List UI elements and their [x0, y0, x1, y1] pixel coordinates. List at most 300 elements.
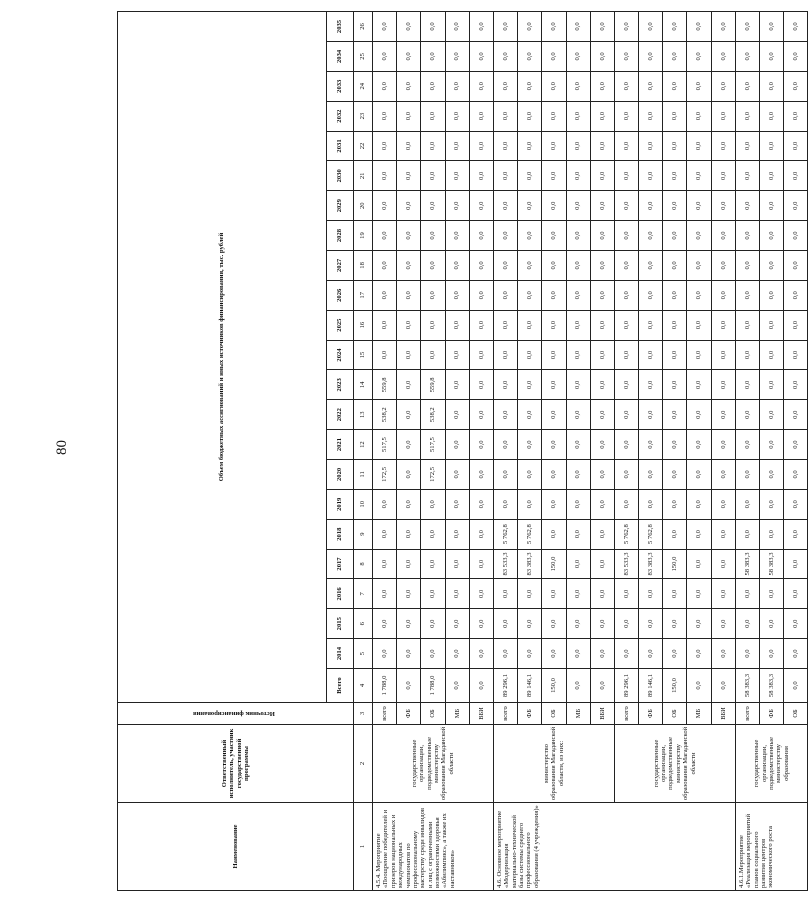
- value-cell: 0,0: [469, 639, 493, 669]
- section-name: 4.6. Основное мероприятие «Модернизация материально-технической базы системы среднего профессионального образования (4 учреждения)»: [493, 803, 735, 891]
- value-cell: 0,0: [687, 250, 711, 280]
- page-number: 80: [54, 440, 70, 455]
- value-cell: 0,0: [542, 489, 566, 519]
- value-cell: 0,0: [445, 459, 469, 489]
- value-cell: 0,0: [469, 489, 493, 519]
- value-cell: 0,0: [493, 579, 517, 609]
- value-cell: 0,0: [784, 161, 808, 191]
- value-cell: 0,0: [735, 489, 759, 519]
- section-responsible: государственные организации, подведомственные министерству образования Магаданской области: [373, 725, 494, 803]
- value-cell: 0,0: [614, 579, 638, 609]
- value-cell: 0,0: [469, 549, 493, 579]
- value-cell: 0,0: [614, 489, 638, 519]
- value-cell: 0,0: [784, 579, 808, 609]
- header-year: 2017: [327, 549, 354, 579]
- value-cell: 0,0: [590, 579, 614, 609]
- value-cell: 0,0: [542, 310, 566, 340]
- value-cell: 0,0: [735, 191, 759, 221]
- value-cell: 0,0: [373, 519, 397, 549]
- value-cell: 89 146,1: [518, 669, 542, 703]
- value-cell: 0,0: [711, 639, 735, 669]
- value-cell: 0,0: [687, 280, 711, 310]
- value-cell: 0,0: [687, 221, 711, 251]
- value-cell: 0,0: [397, 221, 421, 251]
- value-cell: 0,0: [493, 430, 517, 460]
- column-number: 26: [354, 12, 373, 42]
- value-cell: 0,0: [397, 549, 421, 579]
- header-year: 2021: [327, 430, 354, 460]
- value-cell: 0,0: [469, 609, 493, 639]
- table-row: [493, 12, 517, 891]
- value-cell: 0,0: [663, 579, 687, 609]
- value-cell: 5 762,8: [614, 519, 638, 549]
- value-cell: 0,0: [518, 41, 542, 71]
- value-cell: 0,0: [518, 340, 542, 370]
- value-cell: 0,0: [373, 221, 397, 251]
- value-cell: 0,0: [421, 280, 445, 310]
- value-cell: 0,0: [518, 101, 542, 131]
- value-cell: 0,0: [614, 310, 638, 340]
- value-cell: 0,0: [687, 12, 711, 42]
- value-cell: 0,0: [397, 71, 421, 101]
- value-cell: 0,0: [663, 71, 687, 101]
- value-cell: 89 146,1: [639, 669, 663, 703]
- source-cell: МБ: [566, 703, 590, 725]
- header-year: 2015: [327, 609, 354, 639]
- column-number: 9: [354, 519, 373, 549]
- value-cell: 0,0: [542, 250, 566, 280]
- value-cell: 0,0: [784, 41, 808, 71]
- value-cell: 0,0: [493, 310, 517, 340]
- value-cell: 0,0: [445, 161, 469, 191]
- value-cell: 0,0: [518, 131, 542, 161]
- source-cell: МБ: [687, 703, 711, 725]
- value-cell: 58 383,3: [735, 549, 759, 579]
- value-cell: 0,0: [639, 639, 663, 669]
- header-year: 2023: [327, 370, 354, 400]
- value-cell: 0,0: [711, 131, 735, 161]
- value-cell: 0,0: [590, 250, 614, 280]
- value-cell: 0,0: [711, 609, 735, 639]
- value-cell: 0,0: [493, 459, 517, 489]
- value-cell: 0,0: [590, 430, 614, 460]
- value-cell: 0,0: [663, 400, 687, 430]
- value-cell: 0,0: [445, 549, 469, 579]
- table-row: [373, 12, 397, 891]
- value-cell: 0,0: [614, 221, 638, 251]
- value-cell: 0,0: [493, 609, 517, 639]
- value-cell: 5 762,8: [639, 519, 663, 549]
- value-cell: 538,2: [421, 400, 445, 430]
- value-cell: 0,0: [542, 579, 566, 609]
- source-cell: ОБ: [663, 703, 687, 725]
- header-year: 2018: [327, 519, 354, 549]
- value-cell: 0,0: [663, 310, 687, 340]
- value-cell: 0,0: [542, 340, 566, 370]
- value-cell: 0,0: [590, 639, 614, 669]
- value-cell: 0,0: [711, 221, 735, 251]
- column-number: 20: [354, 191, 373, 221]
- value-cell: 0,0: [590, 489, 614, 519]
- value-cell: 0,0: [445, 669, 469, 703]
- value-cell: 0,0: [590, 221, 614, 251]
- value-cell: 0,0: [542, 370, 566, 400]
- value-cell: 5 762,8: [493, 519, 517, 549]
- source-cell: всего: [373, 703, 397, 725]
- value-cell: 0,0: [711, 489, 735, 519]
- value-cell: 0,0: [614, 280, 638, 310]
- value-cell: 0,0: [469, 101, 493, 131]
- value-cell: 0,0: [663, 430, 687, 460]
- value-cell: 0,0: [784, 131, 808, 161]
- value-cell: 0,0: [663, 101, 687, 131]
- value-cell: 0,0: [469, 250, 493, 280]
- header-year: 2020: [327, 459, 354, 489]
- value-cell: 0,0: [711, 549, 735, 579]
- value-cell: 0,0: [445, 12, 469, 42]
- value-cell: 0,0: [493, 280, 517, 310]
- value-cell: 0,0: [760, 71, 784, 101]
- value-cell: 0,0: [397, 12, 421, 42]
- value-cell: 0,0: [760, 12, 784, 42]
- value-cell: 0,0: [397, 340, 421, 370]
- value-cell: 0,0: [663, 489, 687, 519]
- header-year: 2019: [327, 489, 354, 519]
- value-cell: 89 296,1: [493, 669, 517, 703]
- value-cell: 0,0: [469, 280, 493, 310]
- value-cell: 0,0: [784, 669, 808, 703]
- value-cell: 0,0: [421, 639, 445, 669]
- header-year: 2035: [327, 12, 354, 42]
- header-total: Всего: [327, 669, 354, 703]
- value-cell: 0,0: [711, 280, 735, 310]
- value-cell: 0,0: [784, 370, 808, 400]
- source-cell: всего: [614, 703, 638, 725]
- value-cell: 0,0: [542, 191, 566, 221]
- column-number: 21: [354, 161, 373, 191]
- value-cell: 0,0: [590, 549, 614, 579]
- value-cell: 0,0: [445, 340, 469, 370]
- value-cell: 0,0: [784, 310, 808, 340]
- value-cell: 0,0: [784, 400, 808, 430]
- value-cell: 0,0: [445, 280, 469, 310]
- value-cell: 0,0: [493, 12, 517, 42]
- value-cell: 0,0: [735, 639, 759, 669]
- value-cell: 0,0: [687, 489, 711, 519]
- value-cell: 0,0: [542, 280, 566, 310]
- value-cell: 0,0: [760, 280, 784, 310]
- value-cell: 0,0: [639, 41, 663, 71]
- value-cell: 0,0: [614, 12, 638, 42]
- value-cell: 0,0: [711, 669, 735, 703]
- value-cell: 0,0: [614, 430, 638, 460]
- source-cell: ВБИ: [469, 703, 493, 725]
- value-cell: 0,0: [784, 549, 808, 579]
- value-cell: 0,0: [614, 340, 638, 370]
- value-cell: 517,5: [373, 430, 397, 460]
- value-cell: 0,0: [590, 161, 614, 191]
- value-cell: 0,0: [421, 101, 445, 131]
- column-number: 8: [354, 549, 373, 579]
- value-cell: 517,5: [421, 430, 445, 460]
- value-cell: 0,0: [687, 459, 711, 489]
- value-cell: 83 383,3: [518, 549, 542, 579]
- value-cell: 83 533,3: [493, 549, 517, 579]
- value-cell: 0,0: [542, 161, 566, 191]
- value-cell: 0,0: [639, 310, 663, 340]
- value-cell: 0,0: [421, 221, 445, 251]
- value-cell: 0,0: [687, 41, 711, 71]
- value-cell: 0,0: [445, 250, 469, 280]
- value-cell: 0,0: [735, 519, 759, 549]
- value-cell: 150,0: [542, 669, 566, 703]
- value-cell: 0,0: [566, 221, 590, 251]
- value-cell: 0,0: [735, 280, 759, 310]
- header-year: 2029: [327, 191, 354, 221]
- value-cell: 0,0: [397, 41, 421, 71]
- value-cell: 0,0: [373, 161, 397, 191]
- value-cell: 0,0: [663, 459, 687, 489]
- header-year: 2016: [327, 579, 354, 609]
- column-number: 24: [354, 71, 373, 101]
- value-cell: 0,0: [687, 669, 711, 703]
- value-cell: 0,0: [469, 370, 493, 400]
- value-cell: 0,0: [566, 250, 590, 280]
- value-cell: 0,0: [614, 400, 638, 430]
- value-cell: 0,0: [590, 41, 614, 71]
- value-cell: 0,0: [711, 310, 735, 340]
- value-cell: 0,0: [445, 489, 469, 519]
- value-cell: 0,0: [639, 131, 663, 161]
- value-cell: 0,0: [566, 280, 590, 310]
- value-cell: 58 383,3: [760, 669, 784, 703]
- value-cell: 0,0: [445, 131, 469, 161]
- value-cell: 0,0: [469, 430, 493, 460]
- value-cell: 150,0: [663, 549, 687, 579]
- value-cell: 0,0: [566, 161, 590, 191]
- value-cell: 0,0: [590, 191, 614, 221]
- source-cell: всего: [735, 703, 759, 725]
- value-cell: 0,0: [760, 370, 784, 400]
- value-cell: 0,0: [711, 400, 735, 430]
- value-cell: 150,0: [542, 549, 566, 579]
- value-cell: 0,0: [493, 71, 517, 101]
- value-cell: 0,0: [687, 161, 711, 191]
- column-number: 18: [354, 250, 373, 280]
- value-cell: 83 533,3: [614, 549, 638, 579]
- value-cell: 0,0: [687, 340, 711, 370]
- value-cell: 0,0: [518, 609, 542, 639]
- value-cell: 0,0: [566, 669, 590, 703]
- value-cell: 0,0: [445, 430, 469, 460]
- value-cell: 0,0: [397, 101, 421, 131]
- column-number: 13: [354, 400, 373, 430]
- value-cell: 0,0: [518, 639, 542, 669]
- value-cell: 0,0: [760, 609, 784, 639]
- value-cell: 0,0: [760, 519, 784, 549]
- value-cell: 0,0: [711, 519, 735, 549]
- source-cell: ФБ: [397, 703, 421, 725]
- value-cell: 1 788,0: [373, 669, 397, 703]
- value-cell: 0,0: [445, 579, 469, 609]
- value-cell: 0,0: [518, 489, 542, 519]
- value-cell: 0,0: [663, 12, 687, 42]
- value-cell: 0,0: [760, 340, 784, 370]
- value-cell: 0,0: [518, 161, 542, 191]
- value-cell: 0,0: [469, 221, 493, 251]
- value-cell: 0,0: [445, 221, 469, 251]
- value-cell: 0,0: [760, 161, 784, 191]
- value-cell: 0,0: [421, 161, 445, 191]
- value-cell: 0,0: [687, 400, 711, 430]
- value-cell: 0,0: [493, 41, 517, 71]
- value-cell: 0,0: [663, 609, 687, 639]
- value-cell: 0,0: [639, 609, 663, 639]
- value-cell: 0,0: [469, 131, 493, 161]
- value-cell: 0,0: [687, 639, 711, 669]
- value-cell: 0,0: [566, 310, 590, 340]
- value-cell: 0,0: [590, 101, 614, 131]
- value-cell: 0,0: [542, 12, 566, 42]
- value-cell: 0,0: [614, 161, 638, 191]
- value-cell: 0,0: [735, 430, 759, 460]
- value-cell: 0,0: [735, 250, 759, 280]
- value-cell: 0,0: [590, 340, 614, 370]
- value-cell: 559,8: [373, 370, 397, 400]
- value-cell: 0,0: [590, 310, 614, 340]
- value-cell: 0,0: [397, 430, 421, 460]
- value-cell: 0,0: [518, 400, 542, 430]
- header-year: 2028: [327, 221, 354, 251]
- value-cell: 0,0: [542, 101, 566, 131]
- value-cell: 559,8: [421, 370, 445, 400]
- value-cell: 0,0: [421, 191, 445, 221]
- value-cell: 0,0: [711, 191, 735, 221]
- column-number: 7: [354, 579, 373, 609]
- value-cell: 0,0: [469, 459, 493, 489]
- header-year: 2024: [327, 340, 354, 370]
- value-cell: 0,0: [590, 131, 614, 161]
- value-cell: 0,0: [373, 101, 397, 131]
- value-cell: 0,0: [421, 489, 445, 519]
- value-cell: 0,0: [663, 639, 687, 669]
- value-cell: 0,0: [493, 221, 517, 251]
- value-cell: 0,0: [542, 639, 566, 669]
- value-cell: 0,0: [518, 12, 542, 42]
- value-cell: 0,0: [663, 191, 687, 221]
- value-cell: 0,0: [639, 370, 663, 400]
- value-cell: 0,0: [397, 250, 421, 280]
- value-cell: 0,0: [687, 430, 711, 460]
- value-cell: 0,0: [784, 280, 808, 310]
- header-year: 2031: [327, 131, 354, 161]
- value-cell: 89 296,1: [614, 669, 638, 703]
- value-cell: 0,0: [373, 12, 397, 42]
- value-cell: 0,0: [421, 131, 445, 161]
- column-number: 11: [354, 459, 373, 489]
- column-number: 17: [354, 280, 373, 310]
- value-cell: 0,0: [784, 340, 808, 370]
- value-cell: 0,0: [469, 669, 493, 703]
- value-cell: 0,0: [614, 370, 638, 400]
- source-cell: ФБ: [760, 703, 784, 725]
- value-cell: 0,0: [663, 250, 687, 280]
- value-cell: 0,0: [687, 310, 711, 340]
- value-cell: 0,0: [445, 519, 469, 549]
- value-cell: 0,0: [590, 459, 614, 489]
- value-cell: 0,0: [518, 310, 542, 340]
- value-cell: 0,0: [590, 669, 614, 703]
- value-cell: 0,0: [687, 191, 711, 221]
- value-cell: 0,0: [493, 340, 517, 370]
- value-cell: 0,0: [784, 12, 808, 42]
- column-number: 15: [354, 340, 373, 370]
- value-cell: 0,0: [373, 549, 397, 579]
- value-cell: 0,0: [760, 579, 784, 609]
- value-cell: 0,0: [397, 310, 421, 340]
- section-name: 4.6.1.Мероприятие «Реализация мероприятий планов социального развития центров экономического роста: [735, 803, 808, 891]
- value-cell: 0,0: [518, 250, 542, 280]
- value-cell: 0,0: [735, 459, 759, 489]
- value-cell: 0,0: [784, 639, 808, 669]
- value-cell: 0,0: [445, 101, 469, 131]
- value-cell: 0,0: [566, 101, 590, 131]
- value-cell: 0,0: [518, 459, 542, 489]
- value-cell: 0,0: [784, 519, 808, 549]
- value-cell: 0,0: [711, 41, 735, 71]
- value-cell: 1 788,0: [421, 669, 445, 703]
- column-number: 10: [354, 489, 373, 519]
- value-cell: 0,0: [760, 221, 784, 251]
- value-cell: 0,0: [639, 459, 663, 489]
- value-cell: 0,0: [735, 12, 759, 42]
- value-cell: 0,0: [542, 71, 566, 101]
- value-cell: 0,0: [397, 131, 421, 161]
- value-cell: 0,0: [518, 280, 542, 310]
- value-cell: 0,0: [518, 71, 542, 101]
- value-cell: 0,0: [711, 430, 735, 460]
- value-cell: 0,0: [760, 459, 784, 489]
- header-source-cell: [118, 703, 354, 725]
- value-cell: 0,0: [760, 400, 784, 430]
- value-cell: 0,0: [445, 370, 469, 400]
- value-cell: 0,0: [397, 519, 421, 549]
- value-cell: 0,0: [397, 459, 421, 489]
- value-cell: 0,0: [469, 400, 493, 430]
- value-cell: 0,0: [687, 549, 711, 579]
- value-cell: 0,0: [397, 609, 421, 639]
- value-cell: 0,0: [566, 430, 590, 460]
- value-cell: 58 383,3: [735, 669, 759, 703]
- value-cell: 0,0: [784, 250, 808, 280]
- value-cell: 0,0: [421, 310, 445, 340]
- value-cell: 0,0: [373, 310, 397, 340]
- value-cell: 0,0: [639, 340, 663, 370]
- value-cell: 0,0: [373, 489, 397, 519]
- value-cell: 0,0: [542, 609, 566, 639]
- value-cell: 0,0: [421, 340, 445, 370]
- header-year: 2034: [327, 41, 354, 71]
- value-cell: 0,0: [639, 71, 663, 101]
- value-cell: 0,0: [784, 101, 808, 131]
- value-cell: 0,0: [397, 669, 421, 703]
- header-volume: Объем бюджетных ассигнований и иных источников финансирования, тыс. рублей: [118, 12, 327, 703]
- value-cell: 0,0: [639, 101, 663, 131]
- section-responsible: государственные организации, подведомственные министерству образования: [735, 725, 808, 803]
- value-cell: 0,0: [566, 400, 590, 430]
- value-cell: 0,0: [469, 191, 493, 221]
- value-cell: 0,0: [784, 221, 808, 251]
